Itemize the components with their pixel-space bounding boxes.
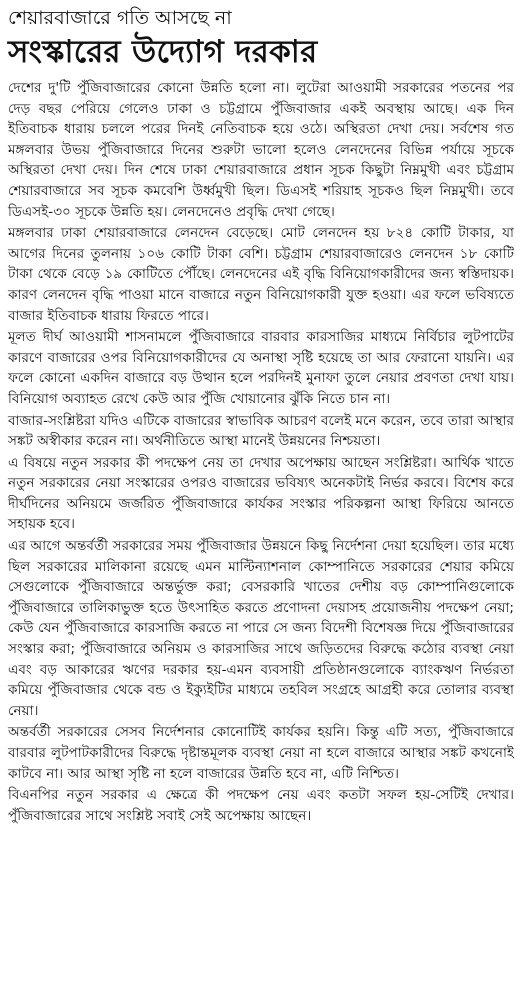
article-paragraph: দেশের দু'টি পুঁজিবাজারের কোনো উন্নতি হলো না। লুটেরা আওয়ামী সরকারের পতনের পর দেড় বছর পেরিয়ে গেলেও ঢাকা ও চট্টগ্রামে পুঁজিবাজার একই অবস্থায় আছে। এক দিন ইতিবাচক ধারায় চললে পরের দিনই নেতিবাচক হয়ে ওঠে। অস্থিরতা দেখা দেয়। সর্বশেষ গত মঙ্গলবার উভয় পুঁজিবাজারে দিনের শুরুটা ভালো হলেও লেনদেনের বিভিন্ন পর্যায়ে সূচকে অস্থিরতা দেখা দেয়। দিন শেষে ঢাকা শেয়ারবাজারে প্রধান সূচক কিছুটা নিম্নমুখী এবং চট্টগ্রাম শেয়ারবাজারে সব সূচক কমবেশি উর্ধ্বমুখী ছিল। ডিএসই শরিয়াহ সূচকও ছিল নিম্নমুখী। তবে ডিএসই-৩০ সূচকে উন্নতি হয়। লেনদেনেও প্রবৃদ্ধি দেখা গেছে। xyxy=(8,80,514,220)
article-body xyxy=(8,78,514,826)
article-headline: সংস্কারের উদ্যোগ দরকার xyxy=(8,34,318,70)
article-paragraph: মূলত দীর্ঘ আওয়ামী শাসনামলে পুঁজিবাজারে বারবার কারসাজির মাধ্যমে নির্বিচার লুটপাটের কারণে বাজারের ওপর বিনিয়োগকারীদের যে অনাস্থা সৃষ্টি হয়েছে তা আর ফেরানো যায়নি। এর ফলে কোনো একদিন বাজারে বড় উত্থান হলে পরদিনই মুনাফা তুলে নেয়ার প্রবণতা দেখা যায়। বিনিয়োগ অব্যাহত রেখে কেউ আর পুঁজি খোয়ানোর ঝুঁকি নিতে চান না। xyxy=(8,329,514,407)
article-paragraph: বিএনপির নতুন সরকার এ ক্ষেত্রে কী পদক্ষেপ নেয় এবং কতটা সফল হয়-সেটিই দেখার। পুঁজিবাজারের সাথে সংশ্লিষ্ট সবাই সেই অপেক্ষায় আছেন। xyxy=(8,787,514,824)
article-paragraph: অন্তর্বর্তী সরকারের সেসব নির্দেশনার কোনোটিই কার্যকর হয়নি। কিন্তু এটি সত্য, পুঁজিবাজারে বারবার লুটপাটকারীদের বিরুদ্ধে দৃষ্টান্তমূলক ব্যবস্থা নেয়া না হলে বাজারে আস্থার সঙ্কট কখনোই কাটবে না। আর আস্থা সৃষ্টি না হলে বাজারের উন্নতি হবে না, এটি নিশ্চিত। xyxy=(8,724,514,782)
article-kicker: শেয়ারবাজারে গতি আসছে না xyxy=(8,7,232,29)
article-paragraph: মঙ্গলবার ঢাকা শেয়ারবাজারে লেনদেন বেড়েছে। মোট লেনদেন হয় ৮২৪ কোটি টাকার, যা আগের দিনের তুলনায় ১০৬ কোটি টাকা বেশি। চট্টগ্রাম শেয়ারবাজারেও লেনদেন ১৮ কোটি টাকা থেকে বেড়ে ১৯ কোটিতে পৌঁছে। লেনদেনের এই বৃদ্ধি বিনিয়োগকারীদের জন্য স্বস্তিদায়ক। কারণ লেনদেন বৃদ্ধি পাওয়া মানে বাজারে নতুন বিনিয়োগকারী যুক্ত হওয়া। এর ফলে ভবিষ্যতে বাজার ইতিবাচক ধারায় ফিরতে পারে। xyxy=(8,225,514,324)
article-paragraph: বাজার-সংশ্লিষ্টরা যদিও এটিকে বাজারের স্বাভাবিক আচরণ বলেই মনে করেন, তবে তারা আস্থার সঙ্কট অস্বীকার করেন না। অর্থনীতিতে আস্থা মানেই উন্নয়নের নিশ্চয়তা। xyxy=(8,412,514,450)
article-paragraph: এ বিষয়ে নতুন সরকার কী পদক্ষেপ নেয় তা দেখার অপেক্ষায় আছেন সংশ্লিষ্টরা। আর্থিক খাতে নতুন সরকারের নেয়া সংস্কারের ওপরও বাজারের ভবিষ্যৎ অনেকটাই নির্ভর করবে। বিশেষ করে দীর্ঘদিনের অনিয়মে জর্জরিত পুঁজিবাজারে কার্যকর সংস্কার পরিকল্পনা আস্থা ফিরিয়ে আনতে সহায়ক হবে। xyxy=(8,454,514,533)
article-paragraph: এর আগে অন্তর্বর্তী সরকারের সময় পুঁজিবাজার উন্নয়নে কিছু নির্দেশনা দেয়া হয়েছিল। তার মধ্যে ছিল সরকারের মালিকানা রয়েছে এমন মাল্টিন্যাশনাল কোম্পানিতে সরকারের শেয়ার কমিয়ে সেগুলোকে পুঁজিবাজারে অন্তর্ভুক্ত করা; বেসরকারি খাতের দেশীয় বড় কোম্পানিগুলোকে পুঁজিবাজারে তালিকাভুক্ত হতে উৎসাহিত করতে প্রণোদনা দেয়াসহ প্রয়োজনীয় পদক্ষেপ নেয়া; কেউ যেন পুঁজিবাজারে কারসাজি করতে না পারে সে জন্য বিদেশী বিশেষজ্ঞ দিয়ে পুঁজিবাজারের সংস্কার করা; পুঁজিবাজারে অনিয়ম ও কারসাজির সাথে জড়িতদের বিরুদ্ধে কঠোর ব্যবস্থা নেয়া এবং বড় আকারের ঋণের দরকার হয়-এমন ব্যবসায়ী প্রতিষ্ঠানগুলোকে ব্যাংকঋণ নির্ভরতা কমিয়ে পুঁজিবাজার থেকে বন্ড ও ইক্যুইটির মাধ্যমে তহবিল সংগ্রহে আগ্রহী করে তোলার ব্যবস্থা নেয়া। xyxy=(8,538,514,719)
